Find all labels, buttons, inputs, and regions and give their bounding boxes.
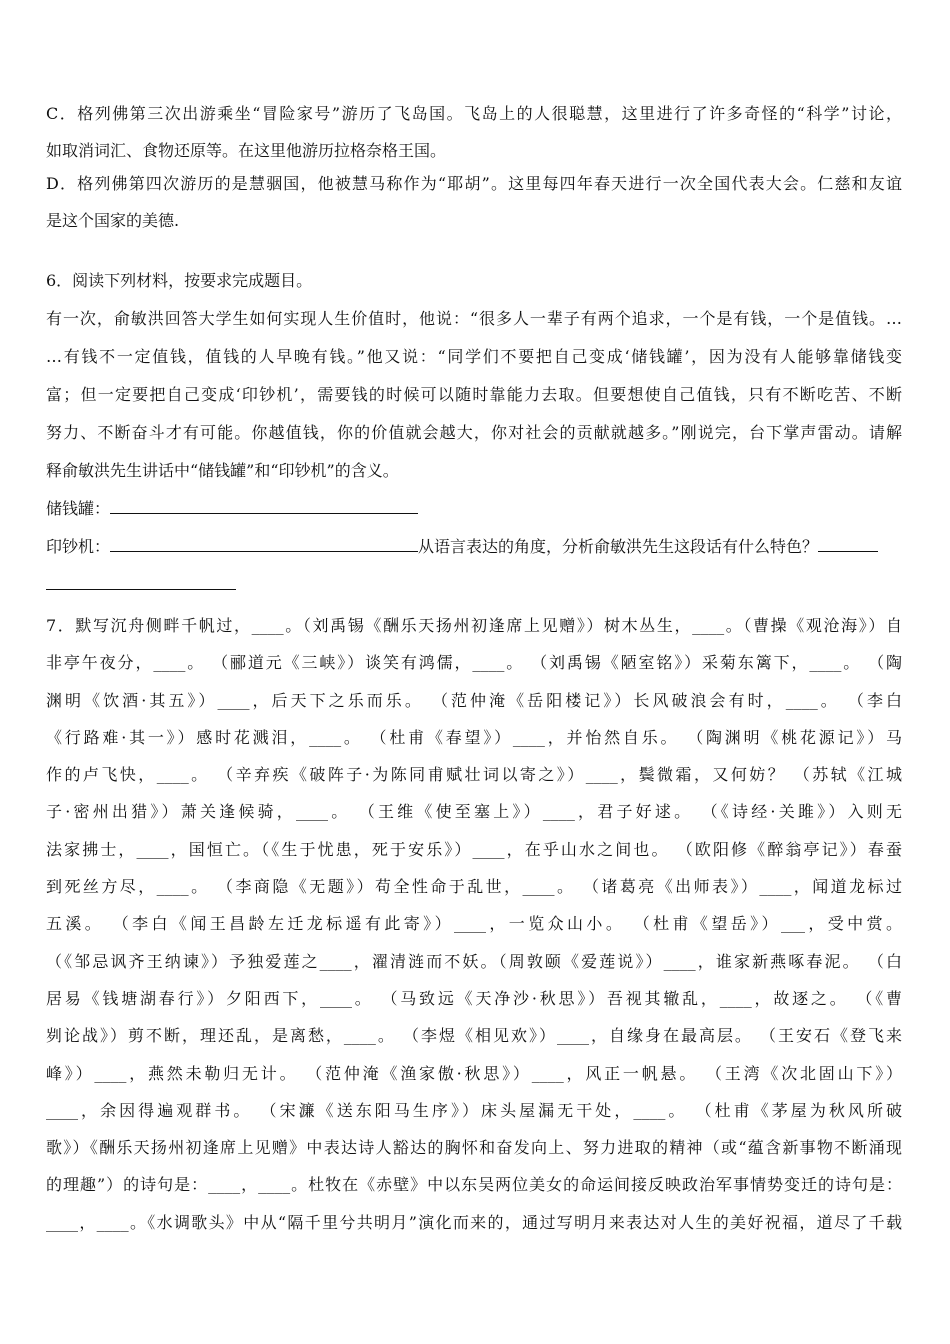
label-yinchaoji: 印钞机： xyxy=(46,537,111,556)
answer-blank-yinchaoji[interactable] xyxy=(110,529,418,552)
answer-line-chuqianguan xyxy=(46,490,902,528)
question-7-line: 五溪。 （李白《闻王昌龄左迁龙标遥有此寄》）____，一览众山小。 （杜甫《望岳》）___，受中赏。 xyxy=(46,914,902,934)
question-6 xyxy=(46,262,902,604)
answer-line-language xyxy=(46,566,902,604)
question-7-line: 子·密州出猎》）萧关逢候骑，____。 （王维《使至塞上》）____，君子好逑。 （《诗经·关雎》）入则无 xyxy=(46,802,902,822)
question-7-line: 法家拂士，____，国恒亡。（《生于忧患，死于安乐》）____，在乎山水之间也。 （欧阳修《醉翁亭记》）春蚕 xyxy=(46,839,902,859)
question-6-passage-line: …有钱不一定值钱，值钱的人早晚有钱。”他又说：“同学们不要把自己变成‘储钱罐’，因为没有人能够靠储钱变 xyxy=(46,347,902,366)
question-6-passage-line: 富；但一定要把自己变成‘印钞机’，需要钱的时候可以随时靠能力去取。但要想使自己值钱，只有不断吃苦、不断 xyxy=(46,385,902,404)
question-7-line: 作的卢飞快，____。 （辛弃疾《破阵子·为陈同甫赋壮词以寄之》）____，鬓微霜，又何妨？ （苏轼《江城 xyxy=(46,765,902,785)
question-6-passage-line: 有一次，俞敏洪回答大学生如何实现人生价值时，他说：“很多人一辈子有两个追求，一个是有钱，一个是值钱。… xyxy=(46,309,902,328)
question-7-line: 歌》）《酬乐天扬州初逢席上见赠》中表达诗人豁达的胸怀和奋发向上、努力进取的精神（或“蕴含新事物不断涌现 xyxy=(46,1138,902,1158)
question-7-line: ____，余因得遍观群书。 （宋濂《送东阳马生序》）床头屋漏无干处，____。 （杜甫《茅屋为秋风所破 xyxy=(46,1100,902,1120)
option-c-line: 如取消词汇、食物还原等。在这里他游历拉格奈格王国。 xyxy=(46,141,447,160)
answer-line-yinchaoji xyxy=(46,528,902,566)
question-6-title: 6．阅读下列材料，按要求完成题目。 xyxy=(46,271,313,290)
sub-question-language: 从语言表达的角度，分析俞敏洪先生这段话有什么特色？ xyxy=(418,537,819,556)
option-d-line: D．格列佛第四次游历的是慧骃国，他被慧马称作为“耶胡”。这里每四年春天进行一次全国代表大会。仁慈和友谊 xyxy=(46,174,902,193)
question-7-line: 刿论战》）剪不断，理还乱，是离愁，____。 （李煜《相见欢》）____，自缘身在最高层。 （王安石《登飞来 xyxy=(46,1026,902,1046)
question-7-line: 非亭午夜分，____。 （郦道元《三峡》）谈笑有鸿儒，____。 （刘禹锡《陋室铭》）采菊东篱下，____。 （陶 xyxy=(46,653,902,673)
question-7-line: 渊明《饮酒·其五》）____，后天下之乐而乐。 （范仲淹《岳阳楼记》）长风破浪会有时，____。 （李白 xyxy=(46,690,902,710)
question-7-line: 7．默写沉舟侧畔千帆过，____。（刘禹锡《酬乐天扬州初逢席上见赠》）树木丛生，____。（曹操《观沧海》）自 xyxy=(46,616,902,635)
option-c-line: C．格列佛第三次出游乘坐“冒险家号”游历了飞岛国。飞岛上的人很聪慧，这里进行了许多奇怪的“科学”讨论， xyxy=(46,104,902,123)
question-7-line: 《行路难·其一》）感时花溅泪，____。 （杜甫《春望》）____，并怡然自乐。 （陶渊明《桃花源记》）马 xyxy=(46,727,902,747)
question-7-line: 的理趣”）的诗句是：____，____。杜牧在《赤壁》中以东吴两位美女的命运间接反映政治军事情势变迁的诗句是： xyxy=(46,1175,902,1195)
question-6-passage-line: 释俞敏洪先生讲话中“储钱罐”和“印钞机”的含义。 xyxy=(46,461,399,480)
answer-blank-language-part1[interactable] xyxy=(818,529,878,552)
label-chuqianguan: 储钱罐： xyxy=(46,499,111,518)
option-d xyxy=(46,165,902,239)
answer-blank-language-part2[interactable] xyxy=(46,567,236,590)
question-7-line: （《邹忌讽齐王纳谏》）予独爱莲之____，濯清涟而不妖。（周敦颐《爱莲说》）____，谁家新燕啄春泥。 （白 xyxy=(46,951,902,971)
question-6-passage-line: 努力、不断奋斗才有可能。你越值钱，你的价值就会越大，你对社会的贡献就越多。”刚说完，台下掌声雷动。请解 xyxy=(46,423,902,442)
question-7-line: 峰》）____，燕然未勒归无计。 （范仲淹《渔家傲·秋思》）____，风正一帆悬。 （王湾《次北固山下》） xyxy=(46,1063,902,1083)
option-d-line: 是这个国家的美德. xyxy=(46,211,180,230)
question-7-line: ____，____。《水调歌头》中从“隔千里兮共明月”演化而来的，通过写明月来表达对人生的美好祝福，道尽了千载 xyxy=(46,1212,902,1232)
question-7-line: 居易《钱塘湖春行》）夕阳西下，____。 （马致远《天净沙·秋思》）吾视其辙乱，____，故逐之。 （《曹 xyxy=(46,988,902,1008)
option-c xyxy=(46,95,902,169)
question-7-line: 到死丝方尽，____。 （李商隐《无题》）苟全性命于乱世，____。 （诸葛亮《出师表》）____，闻道龙标过 xyxy=(46,877,902,897)
question-7 xyxy=(46,607,902,1241)
answer-blank-chuqianguan[interactable] xyxy=(110,491,418,514)
